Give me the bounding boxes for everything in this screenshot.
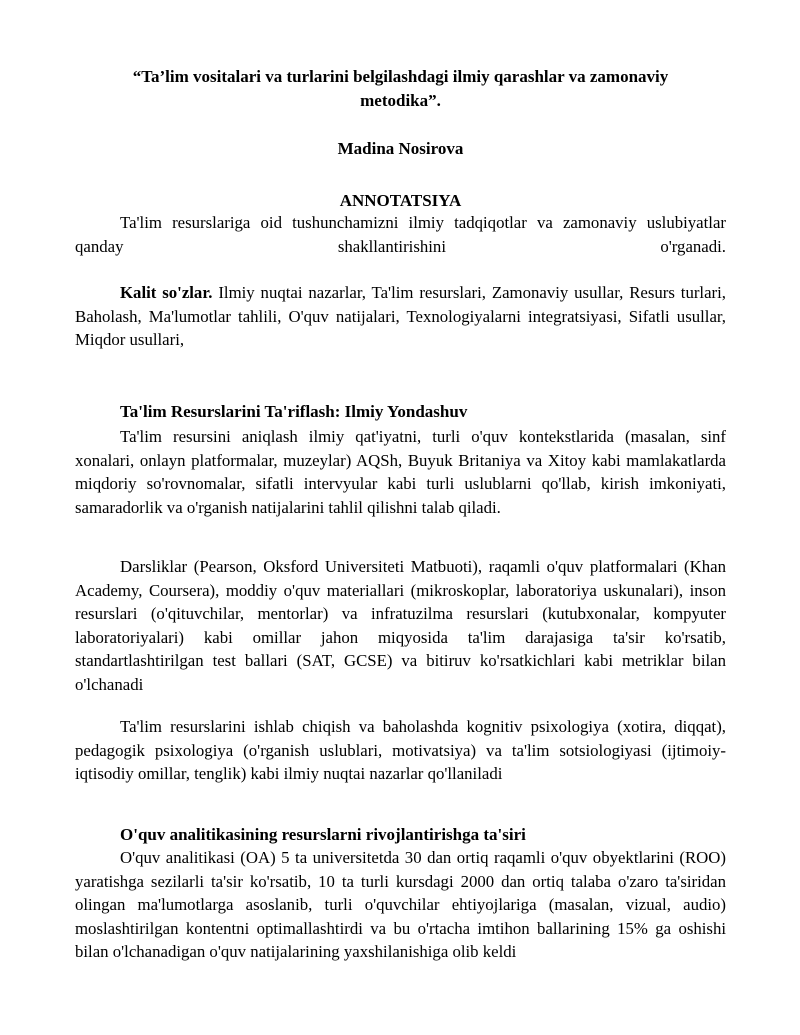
annotation-text: Ta'lim resurslariga oid tushunchamizni ilmiy tadqiqotlar va zamonaviy uslubiyatlar qanday shakllantirishini o'rganadi.: [75, 213, 726, 256]
section1-paragraph-1: Ta'lim resursini aniqlash ilmiy qat'iyatni, turli o'quv kontekstlarida (masalan, sinf xonalari, onlayn platformalar, muzeylar) AQSh, Buyuk Britaniya va Xitoy kabi mamlakatlarda miqdoriy so'rovnomalar, sifatli intervyular kabi turli uslublarni qo'llab, kirish imkoniyati, samaradorlik va o'rganish natijalarini tahlil qilishni talab qiladi.: [75, 427, 726, 517]
section1-paragraph-3: Ta'lim resurslarini ishlab chiqish va baholashda kognitiv psixologiya (xotira, diqqat), pedagogik psixologiya (o'rganish uslublari, motivatsiya) va ta'lim sotsiologiyasi (ijtimoiy-iqtisodiy omillar, tenglik) kabi ilmiy nuqtai nazarlar qo'llaniladi: [75, 717, 726, 783]
paper-title: “Ta’lim vositalari va turlarini belgilashdagi ilmiy qarashlar va zamonaviy metodika”.: [132, 67, 669, 110]
section2-paragraph-1: O'quv analitikasi (OA) 5 ta universitetda 30 dan ortiq raqamli o'quv obyektlarini (ROO) yaratishga sezilarli ta'sir ko'rsatib, 10 ta turli kursdagi 2000 dan ortiq talaba o'zaro ta'siridan olingan ma'lumotlarga asoslanib, turli o'quvchilar ehtiyojlariga (masalan, vizual, audio) moslashtirilgan kontentni optimallashtirdi va bu o'rtacha imtihon ballarining 15% ga oshishi bilan o'lchanadigan o'quv natijalarining yaxshilanishiga olib keldi: [75, 848, 726, 961]
section-heading-analytics: O'quv analitikasining resurslarni rivojlantirishga ta'siri: [120, 825, 526, 844]
section-heading-resources: Ta'lim Resurslarini Ta'riflash: Ilmiy Yondashuv: [120, 402, 468, 421]
keywords-text: Ilmiy nuqtai nazarlar, Ta'lim resurslari, Zamonaviy usullar, Resurs turlari, Baholash, Ma'lumotlar tahlili, O'quv natijalari, Texnologiyalarni integratsiyasi, Sifatli usullar, Miqdor usullari,: [75, 283, 726, 349]
annotation-heading: ANNOTATSIYA: [339, 191, 462, 210]
section1-paragraph-2: Darsliklar (Pearson, Oksford Universiteti Matbuoti), raqamli o'quv platformalari (Khan Academy, Coursera), moddiy o'quv materiallari (mikroskoplar, laboratoriya uskunalari), inson resurslari (o'qituvchilar, mentorlar) va infratuzilma resurslari (kutubxonalar, kompyuter laboratoriyalari) kabi omillar jahon miqyosida ta'lim darajasiga ta'sir ko'rsatib, standartlashtirilgan test ballari (SAT, GCSE) va bitiruv ko'rsatkichlari kabi metriklar bilan o'lchanadi: [75, 557, 726, 694]
keywords-paragraph: [75, 281, 726, 352]
author-name: Madina Nosirova: [337, 139, 464, 158]
keywords-label: Kalit so'zlar.: [120, 283, 213, 302]
